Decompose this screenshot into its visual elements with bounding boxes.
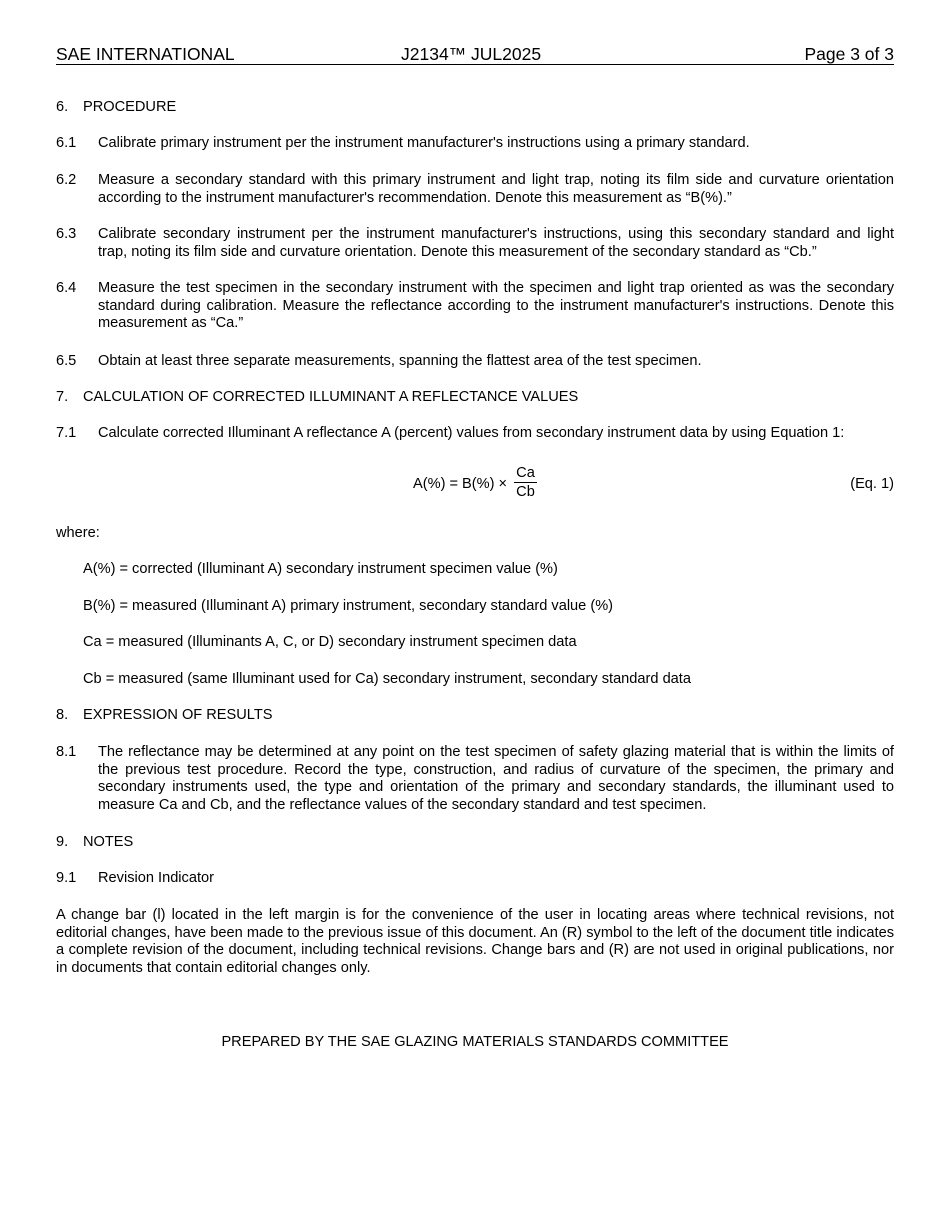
section-8-heading — [56, 707, 273, 725]
clause-text: Measure a secondary standard with this primary instrument and light trap, noting its film side and curvature orientation according to the instrument manufacturer's recommendation. Denote this measurement as “B(%).” — [98, 172, 894, 206]
clause-8-1 — [56, 744, 894, 816]
section-9-heading — [56, 834, 133, 852]
fraction-denominator: Cb — [516, 484, 535, 500]
section-number: 8. — [56, 707, 69, 723]
clause-6-1 — [56, 135, 894, 153]
clause-6-2 — [56, 172, 894, 208]
section-title: EXPRESSION OF RESULTS — [83, 707, 273, 723]
section-6-heading — [56, 99, 176, 117]
clause-number: 6.3 — [56, 226, 77, 242]
equation-label: (Eq. 1) — [850, 476, 894, 492]
revision-indicator-paragraph: A change bar (l) located in the left margin is for the convenience of the user in locating areas where technical revisions, not editorial changes, have been made to the previous issue of this document. An (R) symbol to the left of the document title indicates a complete revision of the document, including technical revisions. Change bars and (R) are not used in original publications, nor in documents that contain editorial changes only. — [56, 907, 894, 976]
clause-number: 6.1 — [56, 135, 77, 151]
where-label: where: — [56, 525, 100, 541]
clause-text: Obtain at least three separate measurements, spanning the flattest area of the test specimen. — [98, 353, 702, 369]
clause-9-1 — [56, 870, 894, 888]
equation-lhs: A(%) = B(%) × — [413, 476, 508, 492]
definition-b: B(%) = measured (Illuminant A) primary instrument, secondary standard value (%) — [83, 598, 614, 614]
clause-6-3 — [56, 226, 894, 262]
clause-number: 6.2 — [56, 172, 77, 188]
header-organization: SAE INTERNATIONAL — [56, 44, 235, 64]
page-header — [56, 44, 894, 65]
header-document-id: J2134™ JUL2025 — [401, 44, 542, 64]
document-page — [56, 0, 894, 1230]
header-page-number: Page 3 of 3 — [804, 44, 894, 64]
definition-cb: Cb = measured (same Illuminant used for Ca) secondary instrument, secondary standard data — [83, 671, 691, 687]
clause-text: Measure the test specimen in the secondary instrument with the specimen and light trap oriented as was the secondary standard during calibration. Measure the reflectance according to the instrument manufacturer's instructions. Denote this measurement as “Ca.” — [98, 280, 894, 331]
equation-fraction — [514, 465, 537, 502]
section-title: NOTES — [83, 834, 134, 850]
clause-number: 7.1 — [56, 425, 77, 441]
clause-number: 8.1 — [56, 744, 77, 760]
clause-7-1 — [56, 425, 894, 443]
clause-number: 6.4 — [56, 280, 77, 296]
clause-6-4 — [56, 280, 894, 334]
section-title: PROCEDURE — [83, 99, 177, 115]
clause-number: 9.1 — [56, 870, 77, 886]
definition-a: A(%) = corrected (Illuminant A) secondary instrument specimen value (%) — [83, 561, 558, 577]
definition-ca: Ca = measured (Illuminants A, C, or D) secondary instrument specimen data — [83, 634, 577, 650]
clause-text: Calibrate secondary instrument per the instrument manufacturer's instructions, using this secondary standard and light trap, noting its film side and curvature orientation. Denote this measurement of the secondary standard as “Cb.” — [98, 226, 894, 260]
clause-text: Calculate corrected Illuminant A reflectance A (percent) values from secondary instrument data by using Equation 1: — [98, 425, 845, 441]
committee-footer: PREPARED BY THE SAE GLAZING MATERIALS STANDARDS COMMITTEE — [221, 1034, 729, 1050]
clause-number: 6.5 — [56, 353, 77, 369]
section-7-heading — [56, 389, 578, 407]
clause-text: Calibrate primary instrument per the instrument manufacturer's instructions using a primary standard. — [98, 135, 750, 151]
section-title: CALCULATION OF CORRECTED ILLUMINANT A REFLECTANCE VALUES — [83, 389, 579, 405]
section-number: 7. — [56, 389, 69, 405]
clause-text: The reflectance may be determined at any point on the test specimen of safety glazing material that is within the limits of the previous test procedure. Record the type, construction, and radius of curvature of the specimen, the primary and secondary instruments used, the type and orientation of the primary and secondary standards, the illuminant used to measure Ca and Cb, and the reflectance values of the secondary standard and test specimen. — [98, 744, 894, 813]
fraction-numerator: Ca — [514, 465, 537, 483]
section-number: 6. — [56, 99, 69, 115]
clause-6-5 — [56, 353, 894, 371]
clause-text: Revision Indicator — [98, 870, 214, 886]
section-number: 9. — [56, 834, 69, 850]
